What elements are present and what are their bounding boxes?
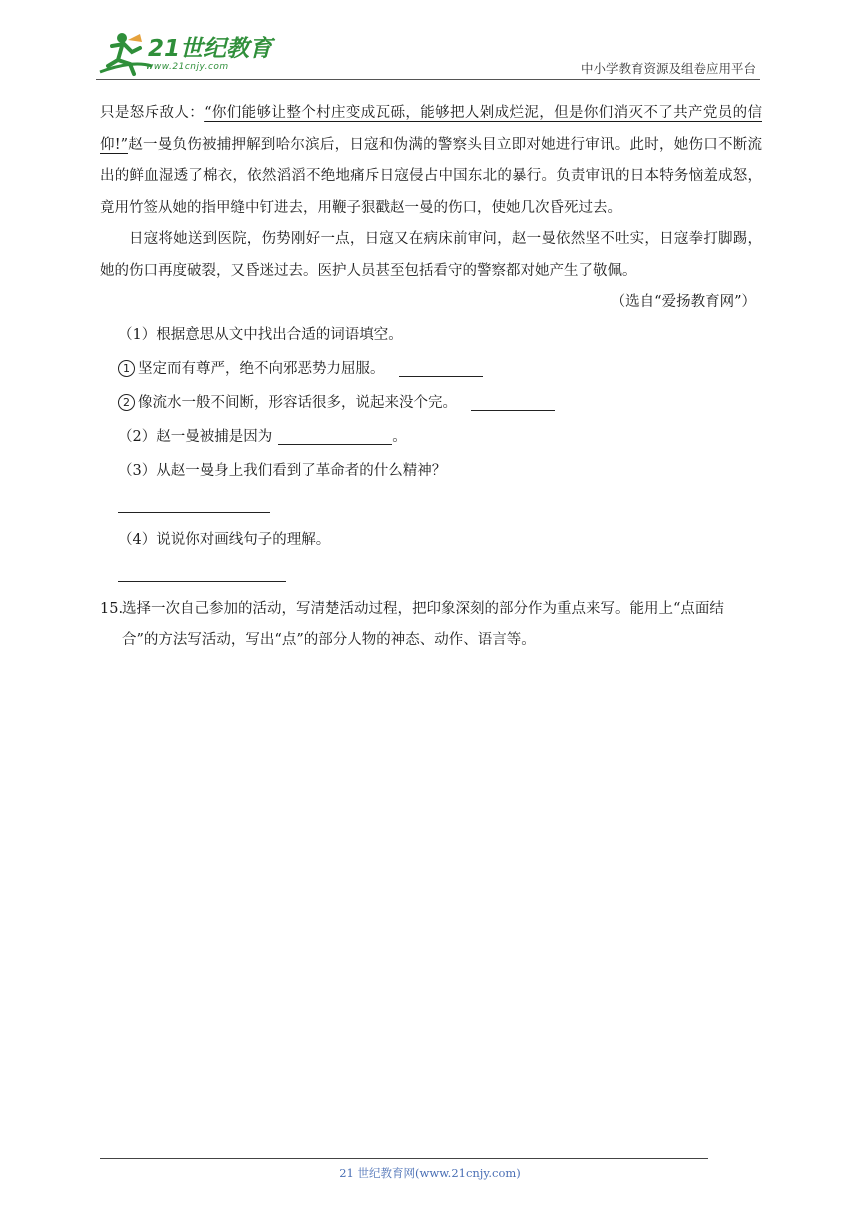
question-1-item-2 [100, 386, 762, 420]
page-footer: 21 世纪教育网(www.21cnjy.com) [339, 1166, 521, 1180]
question-15-text: 选择一次自己参加的活动，写清楚活动过程，把印象深刻的部分作为重点来写。能用上“点面结 [122, 601, 724, 617]
question-2-end: 。 [392, 429, 407, 445]
question-2-text: （2）赵一曼被捕是因为 [118, 429, 273, 445]
answer-blank-1[interactable] [399, 359, 483, 377]
header-divider [96, 79, 760, 80]
passage-paragraph-2: 日寇将她送到医院，伤势刚好一点，日寇又在病床前审问，赵一曼依然坚不吐实，日寇拳打脚踢，她的伤口再度破裂，又昏迷过去。医护人员甚至包括看守的警察都对她产生了敬佩。 [100, 231, 762, 279]
question-3: （3）从赵一曼身上我们看到了革命者的什么精神？ [118, 463, 447, 479]
page-header [0, 0, 860, 82]
passage-lead: 只是怒斥敌人： [100, 105, 205, 121]
logo-url: www.21cnjy.com [146, 62, 229, 72]
answer-line-4[interactable] [118, 581, 286, 582]
question-15-number: 15. [100, 601, 124, 617]
question-2 [100, 420, 762, 454]
answer-blank-2[interactable] [471, 393, 555, 411]
question-1: （1）根据意思从文中找出合适的词语填空。 [118, 327, 403, 343]
document-body [100, 98, 762, 656]
underlined-sentence: “你们能够让整个村庄变成瓦砾，能够把人剁成烂泥，但是你们消灭不了共产党员的 [204, 105, 748, 121]
question-1-item-1-text: 坚定而有尊严，绝不向邪恶势力屈服。 [138, 361, 385, 377]
footer-divider [100, 1158, 708, 1159]
logo-text: 21世纪教育 [148, 36, 273, 62]
passage-paragraph-1 [100, 98, 762, 224]
question-4: （4）说说你对画线句子的理解。 [118, 532, 331, 548]
header-tagline: 中小学教育资源及组卷应用平台 [580, 61, 756, 76]
question-15-text-cont: 合”的方法写活动，写出“点”的部分人物的神态、动作、语言等。 [122, 632, 536, 648]
underlined-sentence-end: 信仰!” [100, 105, 762, 153]
passage-source: （选自“爱扬教育网”） [610, 294, 756, 310]
question-1-item-2-text: 像流水一般不间断，形容话很多，说起来没个完。 [138, 395, 457, 411]
circled-number-1: 1 [118, 360, 135, 377]
answer-blank-3[interactable] [278, 427, 392, 445]
passage-text: 赵一曼负伤被捕押解到哈尔滨后，日寇和伪满的警察头目立即对她进行审讯。此时，她伤口不断流出的鲜血湿透了棉衣，依然滔滔不绝地痛斥日寇侵占中国东北的暴行。负责审讯的日本特务恼羞成怒，竟用竹签从她的指甲缝中钉进去，用鞭子狠戳赵一曼的伤口，使她几次昏死过去。 [100, 136, 762, 216]
question-1-item-1 [100, 352, 762, 386]
question-15 [100, 594, 762, 625]
circled-number-2: 2 [118, 394, 135, 411]
